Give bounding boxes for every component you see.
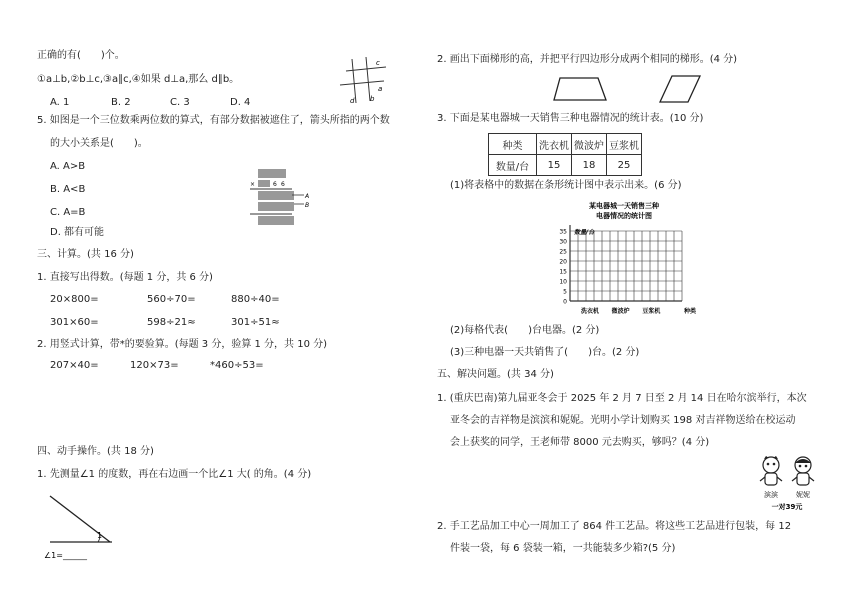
trapezoid-shape (550, 74, 610, 104)
table-header-cell: 种类 (489, 134, 537, 155)
fig-label-B: B (305, 202, 310, 209)
q4-1-text: 1. 先测量∠1 的度数，再在右边画一个比∠1 大( 的角。(4 分) (37, 469, 312, 480)
lines-figure (336, 55, 388, 107)
calc-6: 301÷51≈ (231, 317, 280, 328)
q4-tail-text: 正确的有( )个。 (37, 50, 125, 61)
chart-title-line2: 电器情况的统计图 (596, 212, 652, 220)
fig-label-b: b (370, 95, 375, 103)
fig-digit-1: 6 (273, 181, 277, 188)
chart-title-line1: 某电器城一天销售三种 (589, 202, 659, 210)
q4-option-b: B. 2 (111, 97, 131, 108)
table-row (489, 155, 642, 176)
calc-2: 560÷70= (147, 294, 196, 305)
p1-line2: 亚冬会的吉祥物是滨滨和妮妮。光明小学计划购买 198 对吉祥物送给在校运动 (450, 415, 796, 426)
mascot-price: 一对39元 (771, 503, 803, 511)
q4-option-d: D. 4 (230, 97, 251, 108)
table-header-cell: 洗衣机 (537, 134, 572, 155)
q5-option-c: C. A=B (50, 207, 86, 218)
calc-4: 301×60= (50, 317, 99, 328)
q4-option-a: A. 1 (50, 97, 70, 108)
q5-option-a: A. A>B (50, 161, 86, 172)
calc-3: 880÷40= (231, 294, 280, 305)
angle-figure (42, 492, 132, 564)
q3-1-title: 1. 直接写出得数。(每题 1 分，共 6 分) (37, 272, 213, 283)
chart-x-label: 种类 (684, 308, 697, 315)
chart-x-tick: 微波炉 (611, 308, 630, 315)
vertical-calc-3: *460÷53= (210, 360, 264, 371)
chart-y-tick: 15 (559, 268, 567, 276)
chart-y-tick: 5 (563, 288, 567, 296)
q4-statements: ①a⊥b,②b⊥c,③a∥c,④如果 d⊥a,那么 d∥b。 (37, 74, 240, 85)
bar-chart (536, 196, 706, 322)
q3-text: 3. 下面是某电器城一天销售三种电器情况的统计表。(10 分) (437, 113, 704, 124)
chart-y-tick: 30 (559, 238, 567, 246)
fig-times: × (250, 181, 256, 188)
fig-label-c: c (376, 59, 380, 67)
mascot-binbin (760, 456, 782, 485)
q5-line1: 5. 如图是一个三位数乘两位数的算式，有部分数据被遮住了，箭头所指的两个数 (37, 115, 390, 126)
section5-heading: 五、解决问题。(共 34 分) (437, 369, 554, 380)
fig-label-a: a (378, 85, 383, 93)
table-header-cell: 微波炉 (572, 134, 607, 155)
calc-5: 598÷21≈ (147, 317, 196, 328)
table-cell: 数量/台 (489, 155, 537, 176)
chart-y-tick: 10 (559, 278, 567, 286)
chart-y-tick: 20 (559, 258, 567, 266)
mascot-name-2: 妮妮 (796, 491, 810, 499)
mascot-nini (792, 457, 814, 485)
chart-x-tick: 豆浆机 (642, 308, 661, 315)
fig-label-d: d (350, 97, 355, 105)
q3-2-text: (2)每格代表( )台电器。(2 分) (450, 325, 600, 336)
q5-option-b: B. A<B (50, 184, 86, 195)
angle-label: 1 (97, 531, 103, 540)
p1-line1: 1. (重庆巴南)第九届亚冬会于 2025 年 2 月 7 日至 2 月 14 日在哈尔滨举行，本次 (437, 393, 807, 404)
table-row (489, 134, 642, 155)
table-cell: 18 (572, 155, 607, 176)
chart-y-tick: 25 (559, 248, 567, 256)
p2-line2: 件装一袋，每 6 袋装一箱，一共能装多少箱?(5 分) (450, 543, 676, 554)
q5-line2: 的大小关系是( )。 (50, 138, 148, 149)
chart-x-tick: 洗衣机 (580, 308, 600, 315)
p1-line3: 会上获奖的同学，王老师带 8000 元去购买，够吗？(4 分) (450, 437, 710, 448)
chart-y-label: 数量/台 (574, 229, 595, 236)
vertical-calc-1: 207×40= (50, 360, 99, 371)
q5-option-d: D. 都有可能 (50, 227, 105, 238)
section4-heading: 四、动手操作。(共 18 分) (37, 446, 154, 457)
mascot-image (757, 455, 821, 515)
chart-y-tick: 0 (563, 298, 567, 306)
mascot-name-1: 滨滨 (764, 491, 778, 499)
q4-option-c: C. 3 (170, 97, 190, 108)
q3-3-text: (3)三种电器一天共销售了( )台。(2 分) (450, 347, 640, 358)
calc-1: 20×800= (50, 294, 99, 305)
fig-digit-2: 6 (281, 181, 285, 188)
angle-answer-blank: ∠1=______ (44, 551, 87, 560)
table-cell: 25 (607, 155, 642, 176)
table-cell: 15 (537, 155, 572, 176)
multiplication-figure (248, 168, 310, 232)
parallelogram-shape (656, 72, 706, 106)
vertical-calc-2: 120×73= (130, 360, 179, 371)
q3-2-title: 2. 用竖式计算，带*的要验算。(每题 3 分，验算 1 分，共 10 分) (37, 339, 328, 350)
table-header-cell: 豆浆机 (607, 134, 642, 155)
q2-text: 2. 画出下面梯形的高，并把平行四边形分成两个相同的梯形。(4 分) (437, 54, 738, 65)
q3-1-text: (1)将表格中的数据在条形统计图中表示出来。(6 分) (450, 180, 682, 191)
chart-y-tick: 35 (559, 228, 567, 236)
fig-label-A: A (305, 193, 310, 200)
section3-heading: 三、计算。(共 16 分) (37, 249, 134, 260)
p2-line1: 2. 手工艺品加工中心一周加工了 864 件工艺品。将这些工艺品进行包装，每 12 (437, 521, 792, 532)
sales-table (488, 133, 642, 176)
